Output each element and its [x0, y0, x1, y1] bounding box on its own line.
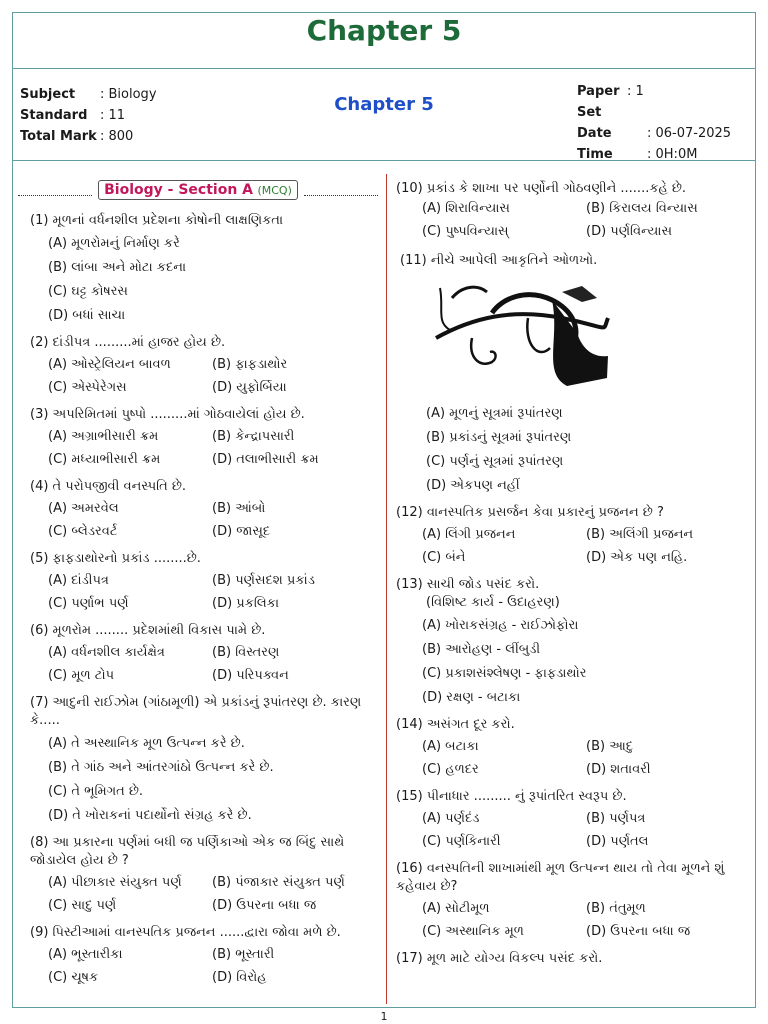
- total-mark-label: Total Mark: [20, 129, 97, 144]
- option-b: (B) આંબો: [212, 501, 266, 516]
- time-label: Time: [577, 147, 613, 162]
- question-17: [396, 950, 756, 968]
- question-8: [18, 834, 378, 916]
- page-number: 1: [380, 1010, 388, 1023]
- question-text: (4) તે પરોપજીવી વનસ્પતિ છે.: [30, 479, 187, 494]
- option-b: (B) કિરાલય વિન્યાસ: [586, 201, 698, 216]
- question-text: (8) આ પ્રકારના પર્ણમાં બધી જ પર્ણિકાઓ એક જ બિંદુ સાથે જોડાયેલ હોય છે ?: [30, 835, 345, 868]
- option-c: (C) ઘટ્ટ કોષરસ: [48, 284, 128, 299]
- option-b: (B) અલિંગી પ્રજનન: [586, 527, 694, 542]
- option-c: (C) પુષ્પવિન્યાસ્: [422, 224, 509, 239]
- option-b: (B) ભૂસ્તારી: [212, 947, 275, 962]
- option-a: (A) પીછાકાર સંયુક્ત પર્ણ: [48, 875, 182, 890]
- option-d: (D) પરિપક્વન: [212, 668, 289, 683]
- paper-set-value: : 1: [627, 84, 644, 99]
- option-a: (A) દાંડીપત્ર: [48, 573, 109, 588]
- option-d: (D) શતાવરી: [586, 762, 651, 777]
- section-name: Biology - Section A: [104, 182, 253, 198]
- option-c: (C) પ્રકાશસંશ્લેષણ - ફાફડાથોર: [422, 666, 587, 681]
- option-d: (D) જાસૂદ: [212, 524, 271, 539]
- question-5: [18, 550, 378, 614]
- question-6: [18, 622, 378, 686]
- subject-label: Subject: [20, 87, 76, 102]
- question-1: [18, 212, 378, 326]
- question-text: (3) અપરિમિતમાં પુષ્પો .........માં ગોઠવાયેલાં હોય છે.: [30, 407, 305, 422]
- question-text: (15) પીનાધાર ......... નું રૂપાંતરિત સ્વરૂપ છે.: [396, 789, 627, 804]
- page-title: Chapter 5: [306, 14, 462, 47]
- option-a: (A) વર્ધનશીલ કાર્યક્ષેત્ર: [48, 645, 165, 660]
- option-c: (C) તે ભૂમિગત છે.: [48, 784, 144, 799]
- question-text: (7) આદુની રાઈઝોમ (ગાંઠામૂળી) એ પ્રકાંડનું રૂપાંતરણ છે. કારણ કે.....: [30, 695, 362, 728]
- option-a: (A) બટાકા: [422, 739, 479, 754]
- question-text: (13) સાચી જોડ પસંદ કરો.: [396, 577, 540, 592]
- standard-value: : 11: [100, 108, 126, 123]
- option-d: (D) પર્ણતલ: [586, 834, 649, 849]
- question-text: (14) અસંગત દૂર કરો.: [396, 717, 515, 732]
- question-9: [18, 924, 378, 988]
- question-3: [18, 406, 378, 470]
- option-a: (A) અમરવેલ: [48, 501, 119, 516]
- option-a: (A) ઓસ્ટ્રેલિયન બાવળ: [48, 357, 171, 372]
- option-b: (B) ફાફડાથોર: [212, 357, 288, 372]
- option-c: (C) પર્ણાભ પર્ણ: [48, 596, 129, 611]
- option-c: (C) મૂળ ટોપ: [48, 668, 115, 683]
- question-12: [396, 504, 756, 568]
- date-label: Date: [577, 126, 612, 141]
- question-text: (5) ફાફડાથોરનો પ્રકાંડ ........છે.: [30, 551, 201, 566]
- option-b: (B) પ્રકાંડનું સૂત્રમાં રૂપાંતરણ: [426, 430, 572, 445]
- option-c: (C) અસ્થાનિક મૂળ: [422, 924, 524, 939]
- paper-set-label: Paper Set: [577, 84, 620, 120]
- question-text: (2) દાંડીપત્ર .........માં હાજર હોય છે.: [30, 335, 226, 350]
- option-d: (D) પર્ણવિન્યાસ: [586, 224, 672, 239]
- option-b: (B) પંજાકાર સંયુક્ત પર્ણ: [212, 875, 345, 890]
- option-d: (D) તલાભીસારી ક્રમ: [212, 452, 319, 467]
- question-subtext: (વિશિષ્ટ કાર્ય - ઉદાહરણ): [426, 595, 560, 610]
- option-a: (A) લિંગી પ્રજનન: [422, 527, 516, 542]
- option-d: (D) ઉપરના બધા જ: [212, 898, 317, 913]
- option-d: (D) એકપણ નહીં: [426, 478, 520, 493]
- option-d: (D) રક્ષણ - બટાકા: [422, 690, 521, 705]
- option-c: (C) સાદુ પર્ણ: [48, 898, 117, 913]
- leader-dots: [304, 185, 378, 196]
- option-d: (D) તે ખોરાકનાં પદાર્થોનો સંગ્રહ કરે છે.: [48, 808, 252, 823]
- option-b: (B) તંતુમૂળ: [586, 901, 646, 916]
- question-text: (1) મૂળનાં વર્ધનશીલ પ્રદેશના કોષોની લાક્ષણિકતા: [30, 213, 284, 228]
- option-d: (D) એક પણ નહિ.: [586, 550, 688, 565]
- option-c: (C) મધ્યાભીસારી ક્રમ: [48, 452, 161, 467]
- question-15: [396, 788, 756, 852]
- option-a: (A) પર્ણદંડ: [422, 811, 480, 826]
- option-c: (C) પર્ણકિનારી: [422, 834, 501, 849]
- meta-left: [20, 84, 157, 147]
- question-text: (6) મૂળરોમ ........ પ્રદેશમાંથી વિકાસ પામે છે.: [30, 623, 266, 638]
- question-text: (10) પ્રકાંડ કે શાખા પર પર્ણોની ગોઠવણીને .......કહે છે.: [396, 181, 687, 196]
- option-c: (C) એસ્પેરેગસ: [48, 380, 127, 395]
- left-column: [18, 180, 378, 996]
- section-heading: [18, 180, 378, 200]
- question-7: [18, 694, 378, 826]
- question-11: [396, 252, 756, 496]
- option-a: (A) મૂળરોમનું નિર્માણ કરે: [48, 236, 180, 251]
- option-b: (B) પર્ણપત્ર: [586, 811, 646, 826]
- right-column: [396, 180, 756, 976]
- option-d: (D) પ્રકલિકા: [212, 596, 280, 611]
- option-c: (C) બંને: [422, 550, 466, 565]
- question-text: (16) વનસ્પતિની શાખામાંથી મૂળ ઉત્પન્ન થાય તો તેવા મૂળને શું કહેવાય છે?: [396, 861, 725, 894]
- column-divider: [386, 174, 387, 1004]
- section-tag: (MCQ): [257, 184, 292, 197]
- option-b: (B) આરોહણ - લીંબુડી: [422, 642, 541, 657]
- question-14: [396, 716, 756, 780]
- option-c: (C) બ્લેડરવર્ટ: [48, 524, 118, 539]
- option-d: (D) યુફોર્બિયા: [212, 380, 287, 395]
- date-value: : 06-07-2025: [647, 126, 732, 141]
- option-c: (C) ચૂષક: [48, 970, 99, 985]
- option-b: (B) વિસ્તરણ: [212, 645, 280, 660]
- question-text: (17) મૂળ માટે યોગ્ય વિકલ્પ પસંદ કરો.: [396, 951, 603, 966]
- question-13: [396, 576, 756, 708]
- option-d: (D) બધાં સાચા: [48, 308, 126, 323]
- option-a: (A) શિરાવિન્યાસ: [422, 201, 510, 216]
- option-a: (A) ભૂસ્તારીકા: [48, 947, 123, 962]
- question-10: [396, 180, 756, 242]
- section-badge: [98, 180, 298, 200]
- option-a: (A) ખોરાકસંગ્રહ - રાઈઝોફોરા: [422, 618, 579, 633]
- time-value: : 0H:0M: [647, 147, 698, 162]
- question-text: (12) વાનસ્પતિક પ્રસર્જન કેવા પ્રકારનું પ્રજનન છે ?: [396, 505, 664, 520]
- option-a: (A) તે અસ્થાનિક મૂળ ઉત્પન્ન કરે છે.: [48, 736, 245, 751]
- option-b: (B) તે ગાંઠ અને આંતરગાંઠો ઉત્પન્ન કરે છે.: [48, 760, 274, 775]
- option-c: (C) હળદર: [422, 762, 479, 777]
- option-b: (B) પર્ણસદશ પ્રકાંડ: [212, 573, 315, 588]
- question-2: [18, 334, 378, 398]
- option-a: (A) મૂળનું સૂત્રમાં રૂપાંતરણ: [426, 406, 563, 421]
- header-divider-top: [12, 68, 756, 69]
- option-a: (A) અગ્રાભીસારી ક્રમ: [48, 429, 159, 444]
- option-d: (D) ઉપરના બધા જ: [586, 924, 691, 939]
- question-4: [18, 478, 378, 542]
- option-b: (B) આદુ: [586, 739, 633, 754]
- option-c: (C) પર્ણનું સૂત્રમાં રૂપાંતરણ: [426, 454, 564, 469]
- question-text: (9) પિસ્ટીઆમાં વાનસ્પતિક પ્રજનન ......દ્વારા જોવા મળે છે.: [30, 925, 341, 940]
- leader-dots: [18, 185, 92, 196]
- subject-value: : Biology: [100, 87, 157, 102]
- option-a: (A) સોટીમૂળ: [422, 901, 490, 916]
- option-b: (B) લાંબા અને મોટા કદના: [48, 260, 187, 275]
- total-mark-value: : 800: [100, 129, 134, 144]
- chapter-subtitle: Chapter 5: [334, 94, 434, 115]
- standard-label: Standard: [20, 108, 88, 123]
- question-text: (11) નીચે આપેલી આકૃતિને ઓળખો.: [400, 253, 598, 268]
- meta-right: [577, 81, 731, 165]
- option-b: (B) કેન્દ્રાપસારી: [212, 429, 295, 444]
- plant-tendril-figure: [432, 278, 610, 388]
- question-16: [396, 860, 756, 942]
- option-d: (D) વિરોહ: [212, 970, 267, 985]
